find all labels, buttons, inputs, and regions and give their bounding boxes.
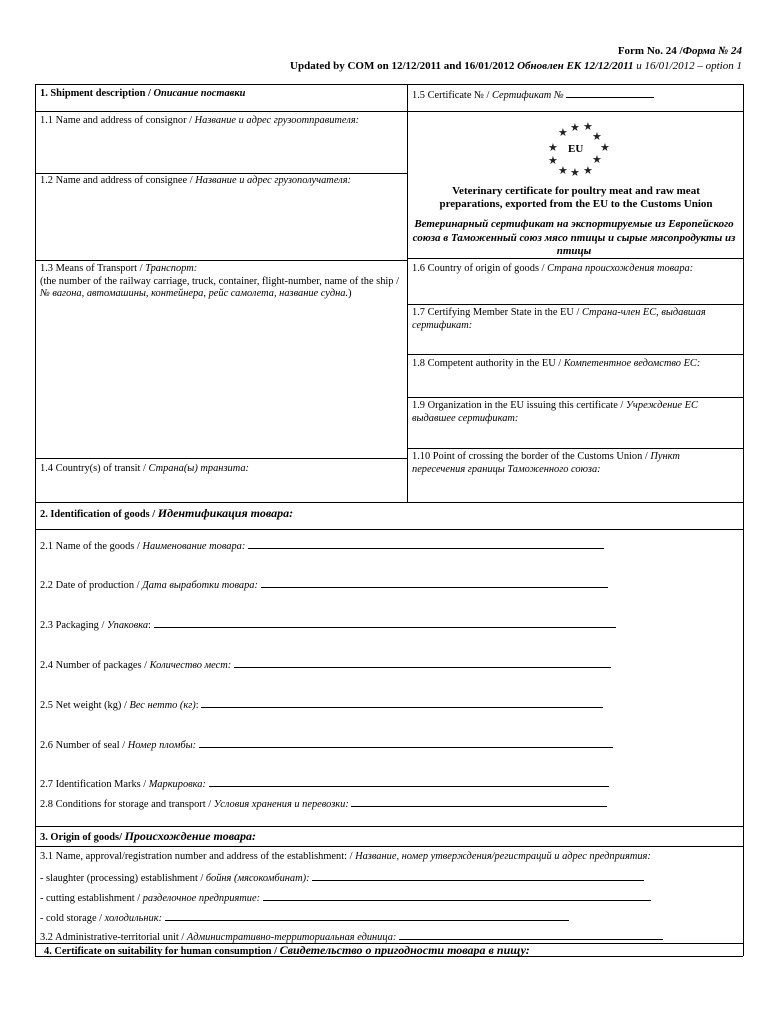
marks-row: 2.7 Identification Marks / Маркировка:	[40, 777, 609, 792]
production-date-field[interactable]	[261, 578, 608, 588]
form-number-en: Form No. 24 /	[617, 45, 683, 57]
transport-label: 1.3 Means of Transport / Транспорт: (the number of the railway carriage, truck, container, flight-number, name of the ship / № вагона, автомашины, контейнера, рейс самолета, название судна.)	[40, 263, 399, 299]
line-after-consignee	[35, 260, 407, 261]
establishment-label: 3.1 Name, approval/registration number and address of the establishment: / Название, номер утверждения/регистраций и адрес предприятия:	[40, 851, 651, 862]
line-after-consignor	[35, 173, 407, 174]
update-note-ru: Обновлен ЕК 12/12/2011	[517, 60, 634, 72]
packages-row: 2.4 Number of packages / Количество мест:	[40, 658, 611, 673]
transit-label: 1.4 Country(s) of transit / Страна(ы) транзита:	[40, 463, 249, 474]
seal-row: 2.6 Number of seal / Номер пломбы:	[40, 738, 613, 753]
seal-field[interactable]	[199, 738, 613, 748]
certificate-title-ru: Ветеринарный сертификат на экспортируемые из Европейского союза в Таможенный союз мясо птицы и сырые мясопродукты из птицы	[412, 218, 736, 257]
cutting-field[interactable]	[263, 891, 651, 901]
frame-right	[743, 84, 744, 956]
cutting-row: - cutting establishment / разделочное предприятие:	[40, 891, 651, 906]
section3-top	[35, 826, 743, 827]
section3-title-bottom	[35, 846, 743, 847]
packaging-row: 2.3 Packaging / Упаковка:	[40, 618, 616, 633]
update-note	[290, 60, 742, 72]
line-after-origin	[407, 304, 743, 305]
section2-top	[35, 502, 743, 503]
consignor-label: 1.1 Name and address of consignor / Название и адрес грузоотправителя:	[40, 115, 360, 126]
section1-divider	[407, 84, 408, 502]
packages-field[interactable]	[234, 658, 611, 668]
authority-label: 1.8 Competent authority in the EU / Компетентное ведомство ЕС:	[412, 358, 701, 369]
line-after-transport	[35, 458, 407, 459]
goods-name-field[interactable]	[248, 539, 604, 549]
crossing-label: 1.10 Point of crossing the border of the Customs Union / Пункт пересечения границы Таможенного союза:	[412, 451, 680, 475]
packaging-field[interactable]	[154, 618, 616, 628]
update-note-en: Updated by COM on 12/12/2011 and 16/01/2012	[290, 60, 518, 72]
frame-top	[35, 84, 743, 85]
slaughter-field[interactable]	[312, 871, 644, 881]
section2-title-bottom	[35, 529, 743, 530]
eu-label: EU	[568, 143, 584, 155]
update-note-tail: и 16/01/2012 – option 1	[633, 60, 742, 72]
section4-title: 4. Certificate on suitability for human consumption / Свидетельство о пригодности товара в пищу:	[44, 943, 530, 957]
line-after-member	[407, 354, 743, 355]
certificate-title-en: Veterinary certificate for poultry meat and raw meat preparations, exported from the EU to the Customs Union	[439, 185, 713, 210]
origin-country-label: 1.6 Country of origin of goods / Страна происхождения товара:	[412, 263, 694, 274]
section3-title: 3. Origin of goods/ Происхождение товара:	[40, 829, 256, 843]
line-after-title	[35, 111, 407, 112]
certificate-number-field[interactable]	[566, 88, 654, 98]
line-after-organization	[407, 448, 743, 449]
member-state-label: 1.7 Certifying Member State in the EU / Страна-член ЕС, выдавшая сертификат:	[412, 307, 706, 331]
form-number	[618, 45, 742, 57]
slaughter-row: - slaughter (processing) establishment / бойня (мясокомбинат):	[40, 871, 644, 886]
net-weight-row: 2.5 Net weight (kg) / Вес нетто (кг):	[40, 698, 603, 713]
net-weight-field[interactable]	[201, 698, 603, 708]
conditions-row: 2.8 Conditions for storage and transport / Условия хранения и перевозки:	[40, 797, 607, 812]
goods-name-row: 2.1 Name of the goods / Наименование товара:	[40, 539, 604, 554]
production-date-row: 2.2 Date of production / Дата выработки товара:	[40, 578, 608, 593]
admin-unit-field[interactable]	[399, 930, 663, 940]
cold-storage-row: - cold storage / холодильник:	[40, 911, 569, 926]
cold-storage-field[interactable]	[165, 911, 569, 921]
certificate-number-label: 1.5 Certificate № / Сертификат №	[412, 88, 654, 103]
line-after-cert	[407, 111, 743, 112]
organization-label: 1.9 Organization in the EU issuing this certificate / Учреждение ЕС выдавшее сертификат:	[412, 400, 698, 424]
line-after-authority	[407, 397, 743, 398]
form-number-ru: Форма № 24	[682, 45, 742, 57]
section1-title: 1. Shipment description / Описание поставки	[40, 88, 246, 99]
section2-title: 2. Identification of goods / Идентификация товара:	[40, 506, 294, 520]
consignee-label: 1.2 Name and address of consignee / Название и адрес грузополучателя:	[40, 175, 351, 186]
marks-field[interactable]	[209, 777, 609, 787]
admin-unit-row: 3.2 Administrative-territorial unit / Административно-территориальная единица:	[40, 930, 663, 945]
conditions-field[interactable]	[351, 797, 607, 807]
